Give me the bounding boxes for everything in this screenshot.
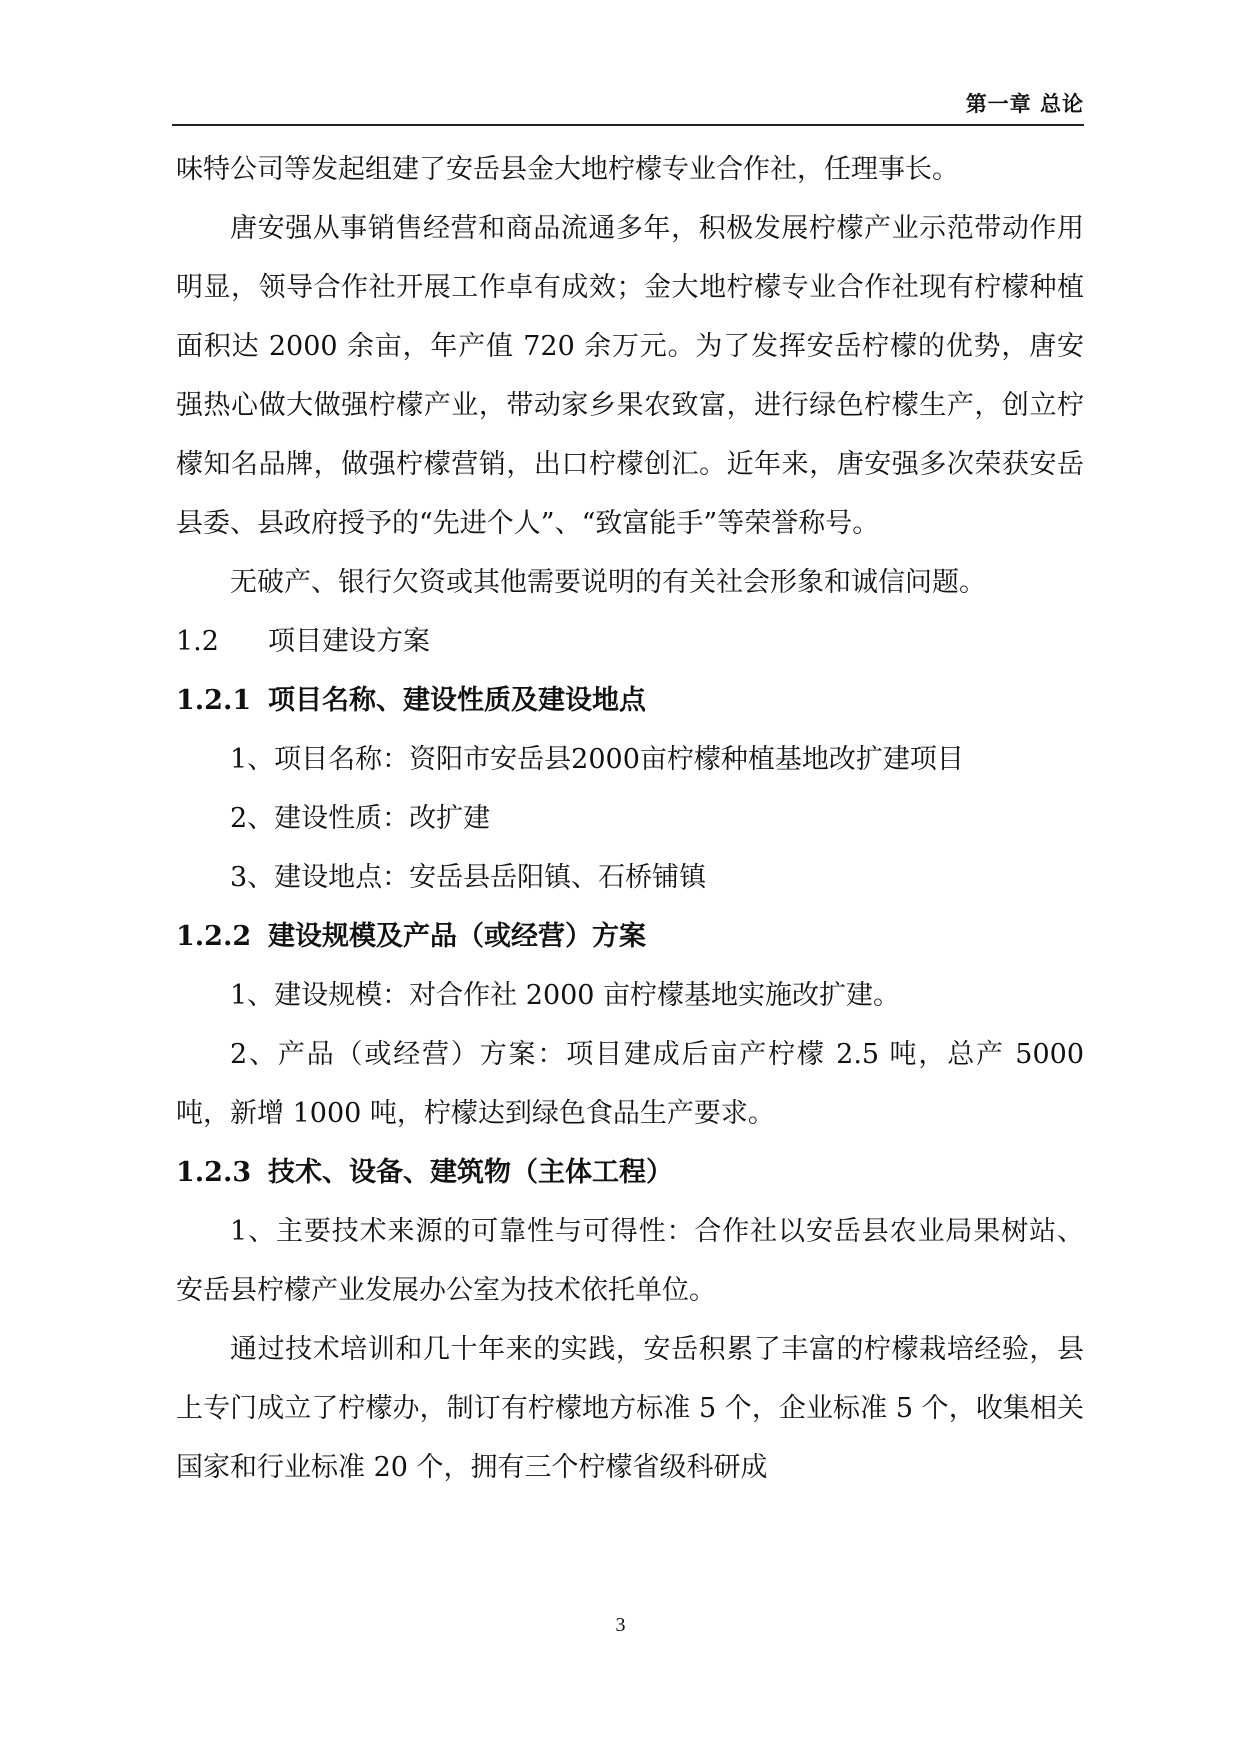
section-number: 1.2.2 <box>176 921 252 952</box>
section-title: 项目名称、建设性质及建设地点 <box>268 685 646 716</box>
section-heading-1-2-2 <box>176 907 1084 966</box>
section-number: 1.2.3 <box>176 1157 252 1188</box>
page-number: 3 <box>615 1614 626 1636</box>
section-heading-1-2-3 <box>176 1143 1084 1202</box>
section-title: 技术、设备、建筑物（主体工程） <box>268 1157 673 1188</box>
section-heading-1-2 <box>176 612 1084 671</box>
section-heading-1-2-1 <box>176 671 1084 730</box>
item-technology-source: 1、主要技术来源的可靠性与可得性：合作社以安岳县农业局果树站、安岳县柠檬产业发展办公室为技术依托单位。 <box>176 1216 1084 1306</box>
chapter-title: 第一章 总论 <box>965 92 1084 116</box>
paragraph-training: 通过技术培训和几十年来的实践，安岳积累了丰富的柠檬栽培经验，县上专门成立了柠檬办，制订有柠檬地方标准 5 个，企业标准 5 个，收集相关国家和行业标准 20 个，拥有三个柠檬省级科研成 <box>176 1334 1084 1483</box>
section-title: 项目建设方案 <box>268 626 430 657</box>
item-product-plan: 2、产品（或经营）方案：项目建成后亩产柠檬 2.5 吨，总产 5000 吨，新增 1000 吨，柠檬达到绿色食品生产要求。 <box>176 1039 1084 1129</box>
item-construction-location: 3、建设地点：安岳县岳阳镇、石桥铺镇 <box>230 862 707 893</box>
document-body <box>176 140 1084 1497</box>
paragraph-tang-anqiang: 唐安强从事销售经营和商品流通多年，积极发展柠檬产业示范带动作用明显，领导合作社开展工作卓有成效；金大地柠檬专业合作社现有柠檬种植面积达 2000 余亩，年产值 720 余万元。为了发挥安岳柠檬的优势，唐安强热心做大做强柠檬产业，带动家乡果农致富，进行绿色柠檬生产，创立柠檬知名品牌，做强柠檬营销，出口柠檬创汇。近年来，唐安强多次荣获安岳县委、县政府授予的“先进个人”、“致富能手”等荣誉称号。 <box>176 213 1084 539</box>
page-header <box>172 84 1084 126</box>
section-number: 1.2.1 <box>176 685 252 716</box>
item-construction-nature: 2、建设性质：改扩建 <box>230 803 491 834</box>
section-number: 1.2 <box>176 626 219 657</box>
item-project-name: 1、项目名称：资阳市安岳县2000亩柠檬种植基地改扩建项目 <box>230 744 964 775</box>
section-title: 建设规模及产品（或经营）方案 <box>268 921 646 952</box>
paragraph-integrity: 无破产、银行欠资或其他需要说明的有关社会形象和诚信问题。 <box>230 567 986 598</box>
item-construction-scale: 1、建设规模：对合作社 2000 亩柠檬基地实施改扩建。 <box>230 980 901 1011</box>
paragraph-continued: 味特公司等发起组建了安岳县金大地柠檬专业合作社，任理事长。 <box>176 154 959 185</box>
